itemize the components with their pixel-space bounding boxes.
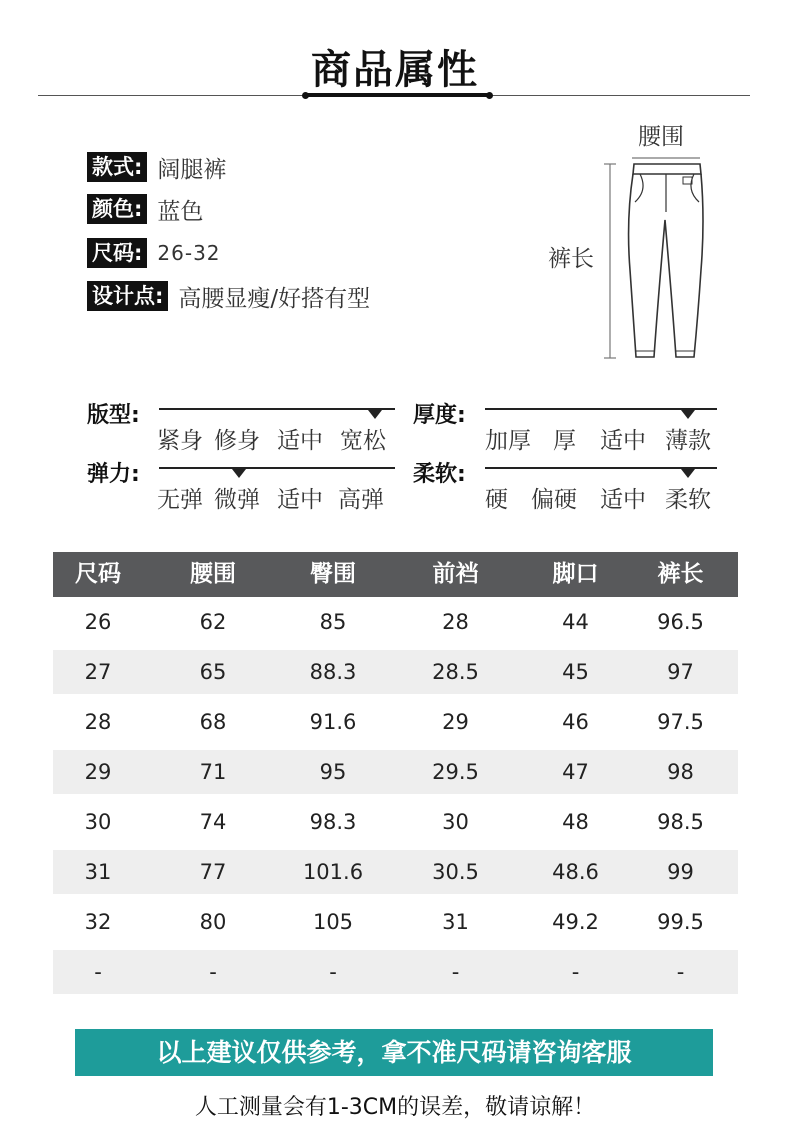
column-header: 前裆 [432,561,479,587]
table-cell: 85 [319,610,347,634]
scale-stretch-marker [232,469,246,478]
table-cell: 80 [199,910,227,934]
page-title: 商品属性 [311,47,479,93]
size-table [53,552,738,997]
table-cell: 29.5 [432,760,479,784]
attr-design-label: 设计点: [87,281,168,311]
table-cell: 28.5 [432,660,479,684]
table-cell: 77 [199,860,227,884]
table-row [53,897,738,947]
table-cell: 30 [442,810,469,834]
table-row [53,950,738,994]
scale-thickness-option: 薄款 [665,428,711,454]
scale-softness-option: 适中 [600,487,646,513]
scale-stretch-label: 弹力: [87,462,140,487]
attr-style [87,151,226,183]
table-cell: 32 [84,910,112,934]
notice-banner: 以上建议仅供参考，拿不准尺码请咨询客服 [75,1029,713,1076]
table-row [53,850,738,894]
scale-stretch-option: 高弹 [338,487,384,513]
table-cell: 91.6 [309,710,357,734]
scale-softness-label: 柔软: [413,462,466,487]
table-cell: 74 [199,810,227,834]
divider-dot-left [302,92,309,99]
scale-thickness-option: 加厚 [485,428,531,454]
scale-softness [413,457,723,527]
table-cell: 30.5 [432,860,479,884]
table-cell: - [676,960,685,984]
table-row [53,697,738,747]
table-cell: 48 [562,810,589,834]
table-row [53,597,738,647]
scale-stretch-line [159,467,395,469]
table-cell: 99 [667,860,694,884]
attr-color [87,193,203,225]
table-cell: 27 [84,660,112,684]
table-cell: 31 [442,910,469,934]
pants-illustration [600,150,730,365]
table-cell: 95 [319,760,347,784]
attr-style-label: 款式: [87,152,147,182]
scale-fit-label: 版型: [87,403,140,428]
scale-fit-option: 适中 [277,428,323,454]
table-cell: 29 [84,760,112,784]
attr-design [87,280,370,312]
scale-stretch-option: 无弹 [157,487,203,513]
table-cell: 68 [199,710,227,734]
scale-thickness-option: 厚 [553,428,576,454]
waist-label: 腰围 [638,124,684,150]
column-header: 裤长 [657,561,704,587]
column-header: 腰围 [190,561,236,587]
table-cell: 71 [199,760,227,784]
table-cell: 26 [84,610,112,634]
scale-fit-line [159,408,395,410]
length-label: 裤长 [548,246,594,272]
table-cell: 101.6 [302,860,364,884]
table-cell: 46 [562,710,589,734]
table-cell: - [451,960,460,984]
column-header: 尺码 [75,561,121,587]
scale-stretch-option: 微弹 [214,487,260,513]
table-cell: 99.5 [657,910,704,934]
table-cell: 96.5 [657,610,704,634]
attr-size [87,237,221,269]
table-cell: - [94,960,102,984]
divider-dot-right [486,92,493,99]
table-cell: 30 [84,810,112,834]
scale-softness-option: 柔软 [665,487,711,513]
table-cell: 31 [84,860,112,884]
table-cell: - [571,960,580,984]
attr-color-value: 蓝色 [157,198,204,225]
scale-thickness-marker [681,410,695,419]
column-header: 臀围 [310,561,356,587]
table-cell: 44 [562,610,589,634]
table-cell: 28 [442,610,469,634]
attr-size-value: 26-32 [157,241,221,265]
table-row [53,797,738,847]
table-row [53,750,738,794]
table-cell: 62 [199,610,227,634]
title-underline [305,93,489,97]
table-cell: - [329,960,337,984]
table-cell: 97 [667,660,694,684]
table-cell: - [209,960,217,984]
scale-stretch-option: 适中 [277,487,323,513]
scale-fit-option: 修身 [214,428,260,454]
scale-fit-marker [368,410,382,419]
scale-softness-marker [681,469,695,478]
table-cell: 88.3 [309,660,357,684]
table-row [53,650,738,694]
table-cell: 98.3 [309,810,357,834]
scale-fit-option: 宽松 [340,428,386,454]
attr-style-value: 阔腿裤 [157,156,227,183]
table-cell: 98 [667,760,694,784]
scale-thickness-option: 适中 [600,428,646,454]
table-cell: 105 [312,910,354,934]
scale-softness-option: 硬 [485,487,508,513]
attr-size-label: 尺码: [87,238,147,268]
table-cell: 98.5 [657,810,704,834]
table-cell: 49.2 [552,910,599,934]
table-cell: 29 [442,710,469,734]
scale-fit-option: 紧身 [157,428,203,454]
table-cell: 28 [84,710,112,734]
table-cell: 48.6 [552,860,599,884]
attr-design-value: 高腰显瘦/好搭有型 [178,285,371,312]
scale-thickness-label: 厚度: [413,403,466,428]
table-cell: 65 [199,660,227,684]
column-header: 脚口 [552,561,599,587]
notice-subtext: 人工测量会有1-3CM的误差，敬请谅解！ [194,1095,596,1120]
table-cell: 45 [562,660,589,684]
table-cell: 97.5 [657,710,704,734]
attr-color-label: 颜色: [87,194,147,224]
table-header [53,552,738,597]
scale-stretch [87,457,397,527]
table-cell: 47 [562,760,589,784]
scale-softness-option: 偏硬 [531,487,577,513]
